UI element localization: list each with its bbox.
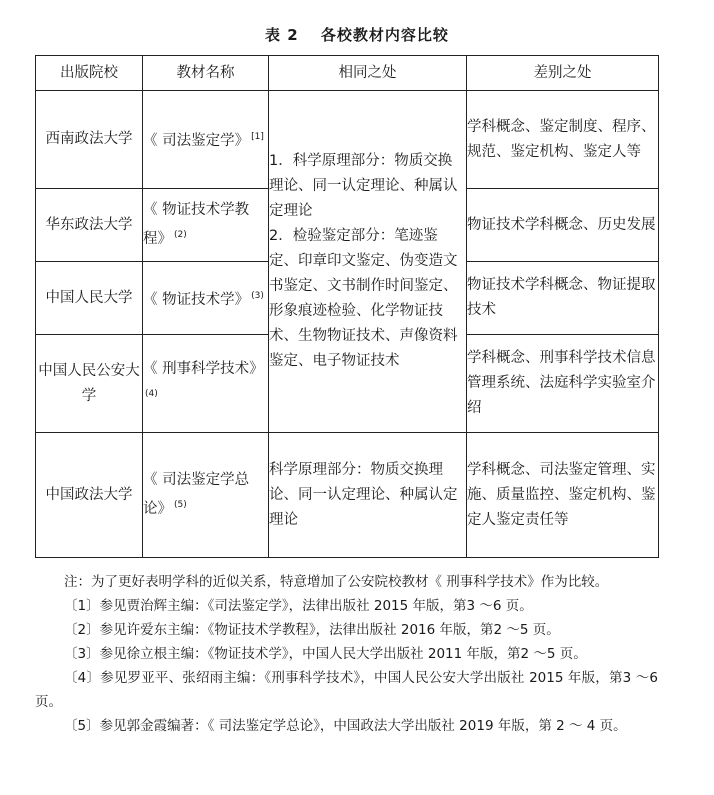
reference-item: 〔5〕参见郭金霞编著：《 司法鉴定学总论》，中国政法大学出版社 2019 年版，第 2 ～ 4 页。 — [64, 718, 627, 734]
school-cell: 中国人民公安大学 — [36, 335, 143, 433]
school-cell: 西南政法大学 — [36, 91, 143, 189]
book-cell: 《 物证技术学》 $^{(3)}$ — [143, 262, 269, 335]
footnotes — [35, 570, 658, 738]
citation-mark: (5) — [174, 500, 187, 511]
diff-cell: 学科概念、刑事科学技术信息管理系统、法庭科学实验室介绍 — [467, 335, 659, 433]
same-inspection-text: 2．检验鉴定部分：笔迹鉴定、印章印文鉴定、伪变造文书鉴定、文书制作时间鉴定、形象痕迹检验、化学物证技术、生物物证技术、声像资料鉴定、电子物证技术 — [269, 228, 458, 369]
citation-mark: (2) — [174, 230, 187, 241]
reference-item: 〔3〕参见徐立根主编：《物证技术学》，中国人民大学出版社 2011 年版，第2 ～5 页。 — [64, 646, 587, 662]
table-row — [36, 433, 659, 558]
diff-cell: 学科概念、鉴定制度、程序、规范、鉴定机构、鉴定人等 — [467, 91, 659, 189]
note-main: 注：为了更好表明学科的近似关系，特意增加了公安院校教材《 刑事科学技术》作为比较。 — [64, 574, 609, 590]
book-cell: 《 司法鉴定学总论》 $^{(5)}$ — [143, 433, 269, 558]
school-cell: 中国政法大学 — [36, 433, 143, 558]
diff-cell: 学科概念、司法鉴定管理、实施、质量监控、鉴定机构、鉴定人鉴定责任等 — [467, 433, 659, 558]
school-cell: 中国人民大学 — [36, 262, 143, 335]
table-title: 表 2 各校教材内容比较 — [265, 26, 449, 44]
reference-item: 〔4〕参见罗亚平、张绍雨主编：《刑事科学技术》，中国人民公安大学出版社 2015 年版，第3 ～6 页。 — [35, 670, 658, 710]
reference-item: 〔2〕参见许爱东主编：《物证技术学教程》，法律出版社 2016 年版，第2 ～5 页。 — [64, 622, 560, 638]
book-cell: 《 物证技术学教程》 $^{(2)}$ — [143, 189, 269, 262]
diff-cell: 物证技术学科概念、历史发展 — [467, 189, 659, 262]
comparison-table — [35, 55, 659, 558]
header-school: 出版院校 — [36, 56, 143, 91]
citation-mark: [1] — [251, 132, 264, 143]
table-row — [36, 91, 659, 189]
book-cell: 《 刑事科学技术》$^{(4)}$ — [143, 335, 269, 433]
same-shared-cell — [269, 91, 467, 433]
citation-mark: (4) — [145, 388, 158, 399]
same-last-cell: 科学原理部分：物质交换理论、同一认定理论、种属认定理论 — [269, 433, 467, 558]
table-header-row — [36, 56, 659, 91]
reference-item: 〔1〕参见贾治辉主编：《司法鉴定学》，法律出版社 2015 年版，第3 ～6 页。 — [64, 598, 533, 614]
book-cell: 《 司法鉴定学》 [1] — [143, 91, 269, 189]
header-book: 教材名称 — [143, 56, 269, 91]
header-diff: 差别之处 — [467, 56, 659, 91]
header-same: 相同之处 — [269, 56, 467, 91]
citation-mark: (3) — [251, 290, 264, 301]
diff-cell: 物证技术学科概念、物证提取技术 — [467, 262, 659, 335]
school-cell: 华东政法大学 — [36, 189, 143, 262]
same-principle-text: 1．科学原理部分：物质交换理论、同一认定理论、种属认定理论 — [269, 153, 458, 219]
